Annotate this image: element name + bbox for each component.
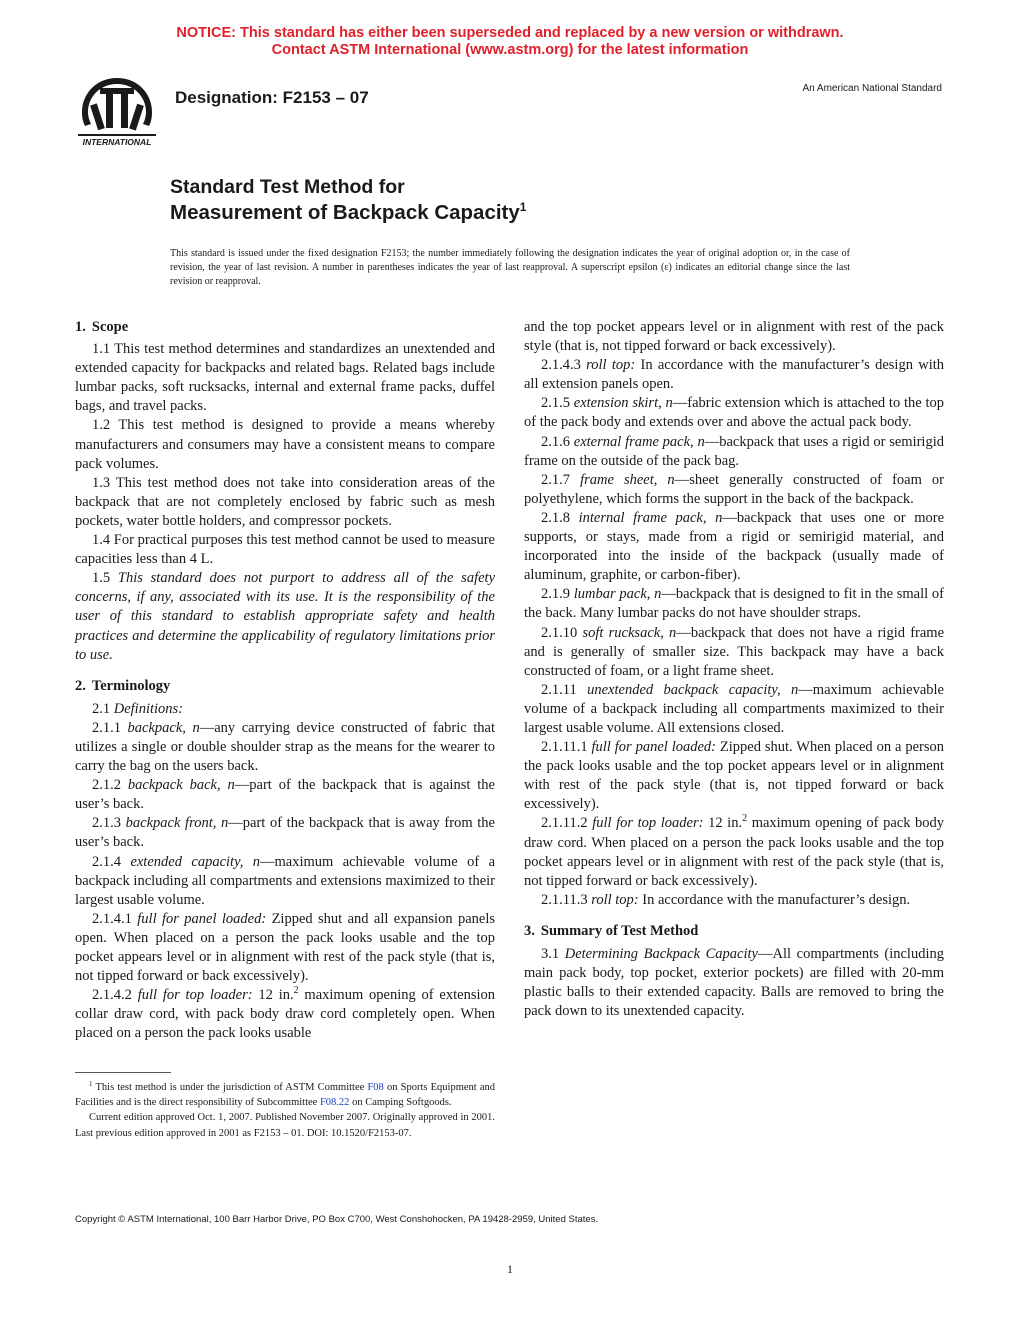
definition-2-1-4-3: 2.1.4.3 roll top: In accordance with the manufacturer’s design with all extension panels open. (524, 357, 945, 393)
page-number: 1 (507, 1262, 513, 1276)
paragraph-3-1: 3.1 Determining Backpack Capacity—All compartments (including main pack body, top pocket, exterior pockets) are filled with 20-mm plastic balls to their extended capacity. Balls are removed to bring the pack down to its unextended capacity. (524, 946, 944, 1020)
definition-2-1-4: 2.1.4 extended capacity, n—maximum achievable volume of a backpack including all compartments and extensions maximized to their largest usable volume. (75, 853, 496, 908)
left-column (75, 318, 495, 1043)
definition-2-1-4-2-continued: and the top pocket appears level or in alignment with rest of the pack style (that is, not tipped forward or back excessively). (524, 319, 944, 355)
paragraph-1-5: 1.5 This standard does not purport to address all of the safety concerns, if any, associated with its use. It is the responsibility of the user of this standard to establish appropriate safety and health practices and determine the applicability of regulatory limitations prior to use. (75, 570, 496, 663)
section-heading-terminology: 2. Terminology (75, 677, 171, 694)
notice-line-1: NOTICE: This standard has either been superseded and replaced by a new version or withdrawn. (176, 25, 844, 41)
title-line-1: Standard Test Method for (170, 176, 405, 198)
definition-2-1-10: 2.1.10 soft rucksack, n—backpack that does not have a rigid frame and is generally of smaller size. This backpack may have a back constructed of foam, or a light frame sheet. (524, 624, 945, 679)
committee-link[interactable]: F08 (367, 1082, 384, 1093)
definition-2-1: 2.1 Definitions: (92, 700, 184, 717)
right-column (524, 318, 944, 1021)
definition-2-1-2: 2.1.2 backpack back, n—part of the backpack that is against the user’s back. (75, 777, 495, 813)
title-footnote-mark: 1 (519, 200, 527, 214)
logo-subtext: INTERNATIONAL (82, 137, 152, 147)
definition-2-1-9: 2.1.9 lumbar pack, n—backpack that is designed to fit in the small of the back. Many lumbar packs do not have shoulder straps. (524, 586, 944, 622)
page-title (170, 175, 526, 225)
paragraph-1-4: 1.4 For practical purposes this test method cannot be used to measure capacities less than 4 L. (75, 532, 495, 568)
section-heading-scope: 1. Scope (75, 319, 129, 335)
notice-line-2: Contact ASTM International (www.astm.org) for the latest information (271, 42, 749, 58)
definition-2-1-5: 2.1.5 extension skirt, n—fabric extension which is attached to the top of the pack body and extends over and above the actual pack body. (524, 395, 944, 431)
definition-2-1-8: 2.1.8 internal frame pack, n—backpack that uses one or more supports, or stays, made from a rigid or semirigid material, and incorporated into the inside of the backpack (usually made of aluminum, graphite, or carbon-fiber). (524, 509, 945, 584)
definition-2-1-4-2: 2.1.4.2 full for top loader: 12 in.$^2$ maximum opening of extension collar draw cord, with pack body draw cord completely open. When placed on a person the pack looks usable (75, 985, 496, 1042)
definition-2-1-7: 2.1.7 frame sheet, n—sheet generally constructed of foam or polyethylene, which forms the support in the back of the backpack. (524, 471, 945, 507)
withdrawn-notice (0, 25, 1020, 59)
definition-2-1-4-1: 2.1.4.1 full for panel loaded: Zipped shut and all expansion panels open. When placed on a person the pack looks usable and the top pocket appears level or in alignment with rest of the pack style (that is, not tipped forward or back excessively). (75, 910, 496, 985)
definition-2-1-1: 2.1.1 backpack, n—any carrying device constructed of fabric that utilizes a single or double shoulder strap as the means for the wearer to carry the bag on the users back. (75, 719, 496, 775)
title-line-2: Measurement of Backpack Capacity (170, 201, 520, 224)
footnote (75, 1080, 495, 1141)
section-heading-summary: 3. Summary of Test Method (524, 922, 699, 939)
footnote-1: $^1$ This test method is under the jurisdiction of ASTM Committee F08 on Sports Equipment and Facilities and is the direct responsibility of Subcommittee F08.22 on Camping Softgoods. (75, 1080, 496, 1109)
astm-logo (72, 74, 162, 150)
definition-2-1-3: 2.1.3 backpack front, n—part of the backpack that is away from the user’s back. (75, 815, 495, 851)
copyright: Copyright © ASTM International, 100 Barr Harbor Drive, PO Box C700, West Conshohocken, PA 19428-2959, United States. (75, 1214, 599, 1225)
paragraph-1-2: 1.2 This test method is designed to provide a means whereby manufacturers and consumers may have a consistent means to compare pack volumes. (75, 417, 495, 472)
definition-2-1-11-2: 2.1.11.2 full for top loader: 12 in.$^2$ maximum opening of pack body draw cord. When placed on a person the pack looks usable and the top pocket appears level or in alignment with rest of the pack style (that is, not tipped forward or back excessively). (524, 813, 945, 889)
definition-2-1-6: 2.1.6 external frame pack, n—backpack that uses a rigid or semirigid frame on the outside of the pack bag. (524, 433, 944, 469)
paragraph-1-3: 1.3 This test method does not take into consideration areas of the backpack that are not completely enclosed by fabric such as mesh pockets, water bottle holders, and compressor pockets. (75, 474, 495, 529)
definition-2-1-11-1: 2.1.11.1 full for panel loaded: Zipped shut. When placed on a person the pack looks usable and the top pocket appears level or in alignment with rest of the pack style (that is, not tipped forward or back excessively). (524, 739, 944, 813)
designation: Designation: F2153 – 07 (175, 88, 369, 107)
definition-2-1-11-3: 2.1.11.3 roll top: In accordance with the manufacturer’s design. (541, 891, 911, 908)
footnote-rule (75, 1072, 171, 1073)
definition-2-1-11: 2.1.11 unextended backpack capacity, n—maximum achievable volume of a backpack including all compartments maximized to their largest usable volume. All extensions closed. (524, 681, 944, 736)
subcommittee-link[interactable]: F08.22 (319, 1097, 350, 1109)
footnote-edition: Current edition approved Oct. 1, 2007. Published November 2007. Originally approved in 2001. Last previous edition approved in 2001 as F2153 – 01. DOI: 10.1520/F2153-07. (75, 1112, 495, 1139)
paragraph-1-1: 1.1 This test method determines and standardizes an unextended and extended capacity for backpacks and related bags. Related bags include lumbar packs, soft rucksacks, internal and external frame packs, duffel bags, and travel packs. (75, 341, 495, 415)
american-national-standard: An American National Standard (802, 83, 942, 94)
issued-note: This standard is issued under the fixed designation F2153; the number immediately following the designation indicates the year of original adoption or, in the case of revision, the year of last revision. A number in parentheses indicates the year of last reapproval. A superscript epsilon (ε) indicates an editorial change since the last revision or reapproval. (170, 248, 850, 287)
